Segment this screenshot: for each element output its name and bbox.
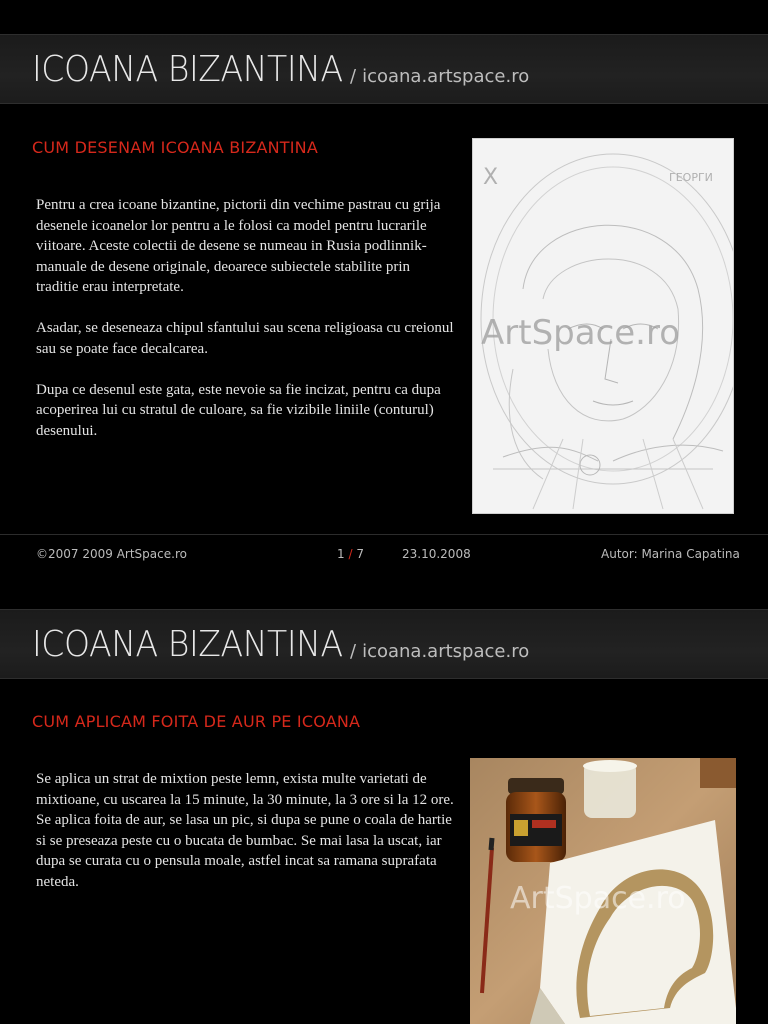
page1-section-title: CUM DESENAM ICOANA BIZANTINA: [32, 138, 318, 157]
page2-paragraph-1: Se aplica un strat de mixtion peste lemn, exista multe varietati de mixtioane, cu uscarea la 15 minute, la 30 minute, la 3 ore si la 12 ore. Se aplica foita de aur, se lasa un pic, si dupa se pune o coala de hartie si se preseaza peste cu o bucata de bumbac. Se mai lasa la uscat, iar dupa se curata cu o pensula moale, astfel incat sa ramana suprafata neteda.: [36, 771, 454, 890]
footer-author: Autor: Marina Capatina: [601, 547, 740, 561]
footer-page-total: 7: [356, 547, 364, 561]
page1-paragraph-1: Pentru a crea icoane bizantine, pictorii din vechime pastrau cu grija desenele icoanelor lor pentru a le folosi ca model pentru lucrarile viitoare. Aceste colectii de desene se numeau in Rusia podlinnik-manuale de desene originale, deoarece subiectele stabilite prin traditie erau interpretate.: [36, 197, 441, 295]
sketch-inscription-left: X: [483, 165, 499, 190]
top-gap: [0, 0, 768, 34]
page2-header-site[interactable]: [350, 641, 529, 662]
sketch-watermark: ArtSpace.ro: [481, 313, 681, 353]
page2-section-title: CUM APLICAM FOITA DE AUR PE ICOANA: [32, 712, 361, 731]
page1-body: [36, 195, 456, 462]
page1-icon-sketch-image: [472, 138, 734, 514]
page1-header: [0, 34, 768, 104]
footer-page-indicator: [337, 547, 364, 561]
page2-header-title: ICOANA BIZANTINA: [32, 624, 343, 665]
photo-watermark: ArtSpace.ro: [510, 881, 686, 916]
gilding-photo-drawing: [470, 758, 736, 1024]
page1-header-title: ICOANA BIZANTINA: [32, 49, 343, 90]
footer-page-current: 1: [337, 547, 345, 561]
page2-gilding-photo: [470, 758, 736, 1024]
footer-page-sep: /: [348, 547, 353, 561]
page2-body: [36, 769, 456, 913]
page2-header: [0, 609, 768, 679]
sketch-inscription-right: ГЕОРГИ: [669, 171, 713, 184]
page1-paragraph-3: Dupa ce desenul este gata, este nevoie sa fie incizat, pentru ca dupa acoperirea lui cu stratul de culoare, sa fie vizibile liniile (conturul) desenului.: [36, 381, 441, 439]
page1-paragraph-2: Asadar, se deseneaza chipul sfantului sau scena religioasa cu creionul sau se poate face decalcarea.: [36, 320, 454, 357]
sketch-drawing: [473, 139, 734, 514]
page1-header-slash: /: [350, 66, 357, 87]
page1-header-site[interactable]: [350, 66, 529, 87]
footer-copyright: ©2007 2009 ArtSpace.ro: [36, 547, 187, 561]
page1-footer-divider: [0, 534, 768, 535]
page1-header-site-link[interactable]: icoana.artspace.ro: [362, 66, 530, 87]
page1-footer: [0, 547, 768, 567]
footer-date: 23.10.2008: [402, 547, 471, 561]
page2-header-slash: /: [350, 641, 357, 662]
page2-header-site-link[interactable]: icoana.artspace.ro: [362, 641, 530, 662]
